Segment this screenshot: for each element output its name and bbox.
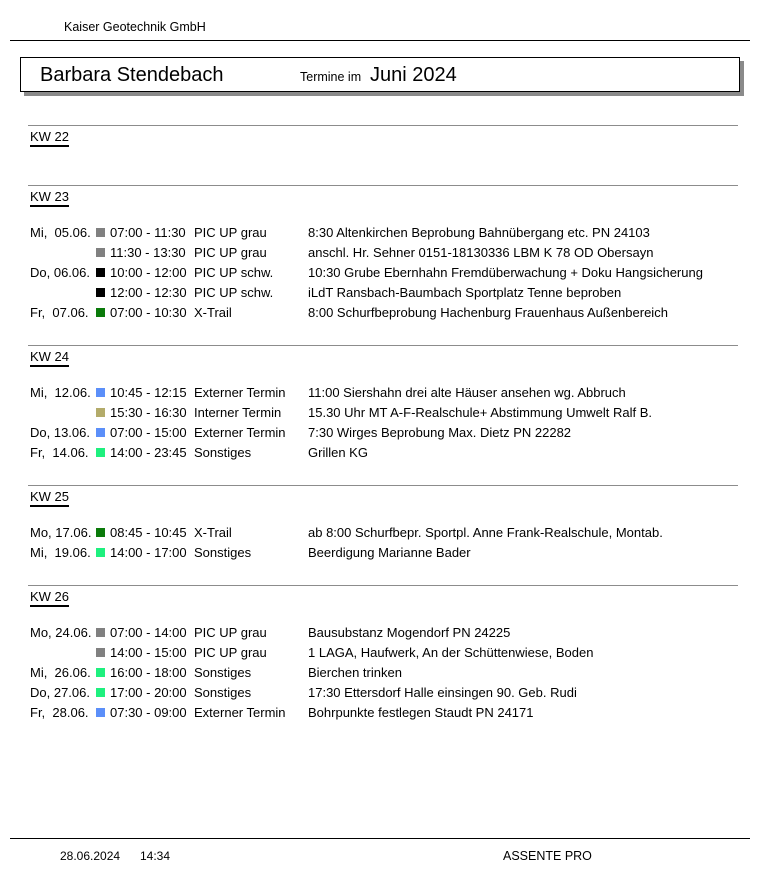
appointment-category: PIC UP grau [194, 645, 267, 660]
appointment-category: Sonstiges [194, 665, 252, 680]
appointment-time: 12:00 - 12:30 [110, 285, 187, 300]
appointment-day: Mi, 26.06. [30, 665, 91, 680]
footer-app-name: ASSENTE PRO [503, 849, 592, 863]
appointment-category: PIC UP schw. [194, 265, 274, 280]
category-color-swatch [96, 288, 105, 297]
appointment-day: Fr, 07.06. [30, 305, 89, 320]
appointment-description: Grillen KG [308, 445, 368, 460]
appointment-time: 07:30 - 09:00 [110, 705, 187, 720]
appointment-category: Externer Termin [194, 425, 286, 440]
appointment-category: X-Trail [194, 305, 232, 320]
footer-date: 28.06.2024 [60, 849, 121, 863]
appointment-time: 07:00 - 15:00 [110, 425, 187, 440]
appointment-category: PIC UP schw. [194, 285, 274, 300]
appointment-category: Externer Termin [194, 705, 286, 720]
week-label: KW 23 [30, 189, 69, 207]
week-divider [28, 185, 738, 186]
category-color-swatch [96, 688, 105, 697]
appointment-category: X-Trail [194, 525, 232, 540]
appointment-category: Sonstiges [194, 685, 252, 700]
appointment-day: Mi, 05.06. [30, 225, 91, 240]
week-label: KW 26 [30, 589, 69, 607]
appointment-time: 08:45 - 10:45 [110, 525, 187, 540]
category-color-swatch [96, 228, 105, 237]
appointment-time: 15:30 - 16:30 [110, 405, 187, 420]
week-divider [28, 585, 738, 586]
appointment-description: 10:30 Grube Ebernhahn Fremdüberwachung + Doku Hangsicherung [308, 265, 703, 280]
appointment-day: Do, 06.06. [30, 265, 90, 280]
appointment-category: PIC UP grau [194, 245, 267, 260]
appointment-time: 07:00 - 14:00 [110, 625, 187, 640]
appointment-description: 17:30 Ettersdorf Halle einsingen 90. Geb. Rudi [308, 685, 577, 700]
category-color-swatch [96, 248, 105, 257]
appointment-description: iLdT Ransbach-Baumbach Sportplatz Tenne beproben [308, 285, 622, 300]
appointment-description: Beerdigung Marianne Bader [308, 545, 471, 560]
appointment-description: 1 LAGA, Haufwerk, An der Schüttenwiese, Boden [308, 645, 594, 660]
appointment-description: 11:00 Siershahn drei alte Häuser ansehen wg. Abbruch [308, 385, 626, 400]
category-color-swatch [96, 408, 105, 417]
week-label: KW 22 [30, 129, 69, 147]
appointment-time: 10:00 - 12:00 [110, 265, 187, 280]
category-color-swatch [96, 548, 105, 557]
appointment-day: Mi, 19.06. [30, 545, 91, 560]
category-color-swatch [96, 528, 105, 537]
title-box [20, 57, 740, 92]
month-title: Juni 2024 [370, 64, 457, 86]
appointment-description: 8:00 Schurfbeprobung Hachenburg Frauenhaus Außenbereich [308, 305, 668, 320]
week-divider [28, 485, 738, 486]
appointment-category: Sonstiges [194, 445, 252, 460]
week-divider [28, 125, 738, 126]
appointment-description: Bohrpunkte festlegen Staudt PN 24171 [308, 705, 534, 720]
appointment-description: ab 8:00 Schurfbepr. Sportpl. Anne Frank-Realschule, Montab. [308, 525, 663, 540]
category-color-swatch [96, 708, 105, 717]
week-label: KW 24 [30, 349, 69, 367]
person-name: Barbara Stendebach [40, 64, 224, 86]
category-color-swatch [96, 428, 105, 437]
category-color-swatch [96, 628, 105, 637]
category-color-swatch [96, 648, 105, 657]
appointment-description: 7:30 Wirges Beprobung Max. Dietz PN 22282 [308, 425, 572, 440]
appointment-time: 10:45 - 12:15 [110, 385, 187, 400]
appointment-time: 14:00 - 17:00 [110, 545, 187, 560]
company-name: Kaiser Geotechnik GmbH [64, 20, 206, 34]
category-color-swatch [96, 308, 105, 317]
bottom-divider [10, 838, 750, 839]
category-color-swatch [96, 388, 105, 397]
appointment-time: 11:30 - 13:30 [110, 245, 186, 260]
appointment-description: Bierchen trinken [308, 665, 402, 680]
appointment-time: 16:00 - 18:00 [110, 665, 187, 680]
appointment-category: PIC UP grau [194, 225, 267, 240]
appointment-description: 8:30 Altenkirchen Beprobung Bahnübergang etc. PN 24103 [308, 225, 650, 240]
appointment-time: 14:00 - 23:45 [110, 445, 187, 460]
appointment-time: 07:00 - 11:30 [110, 225, 186, 240]
category-color-swatch [96, 668, 105, 677]
appointment-time: 14:00 - 15:00 [110, 645, 187, 660]
appointment-day: Fr, 14.06. [30, 445, 89, 460]
appointment-description: anschl. Hr. Sehner 0151-18130336 LBM K 78 OD Obersayn [308, 245, 654, 260]
appointment-day: Mo, 24.06. [30, 625, 92, 640]
appointment-day: Do, 27.06. [30, 685, 90, 700]
appointment-day: Do, 13.06. [30, 425, 90, 440]
week-divider [28, 345, 738, 346]
category-color-swatch [96, 268, 105, 277]
footer-time: 14:34 [140, 849, 171, 863]
appointment-day: Mi, 12.06. [30, 385, 91, 400]
appointment-category: PIC UP grau [194, 625, 267, 640]
appointment-time: 07:00 - 10:30 [110, 305, 187, 320]
appointment-time: 17:00 - 20:00 [110, 685, 187, 700]
appointment-description: Bausubstanz Mogendorf PN 24225 [308, 625, 511, 640]
appointment-category: Interner Termin [194, 405, 282, 420]
appointment-category: Externer Termin [194, 385, 286, 400]
termine-label: Termine im [300, 70, 362, 84]
appointment-description: 15.30 Uhr MT A-F-Realschule+ Abstimmung Umwelt Ralf B. [308, 405, 653, 420]
top-divider [10, 40, 750, 41]
category-color-swatch [96, 448, 105, 457]
appointment-day: Fr, 28.06. [30, 705, 89, 720]
appointment-category: Sonstiges [194, 545, 252, 560]
week-label: KW 25 [30, 489, 69, 507]
appointment-day: Mo, 17.06. [30, 525, 92, 540]
